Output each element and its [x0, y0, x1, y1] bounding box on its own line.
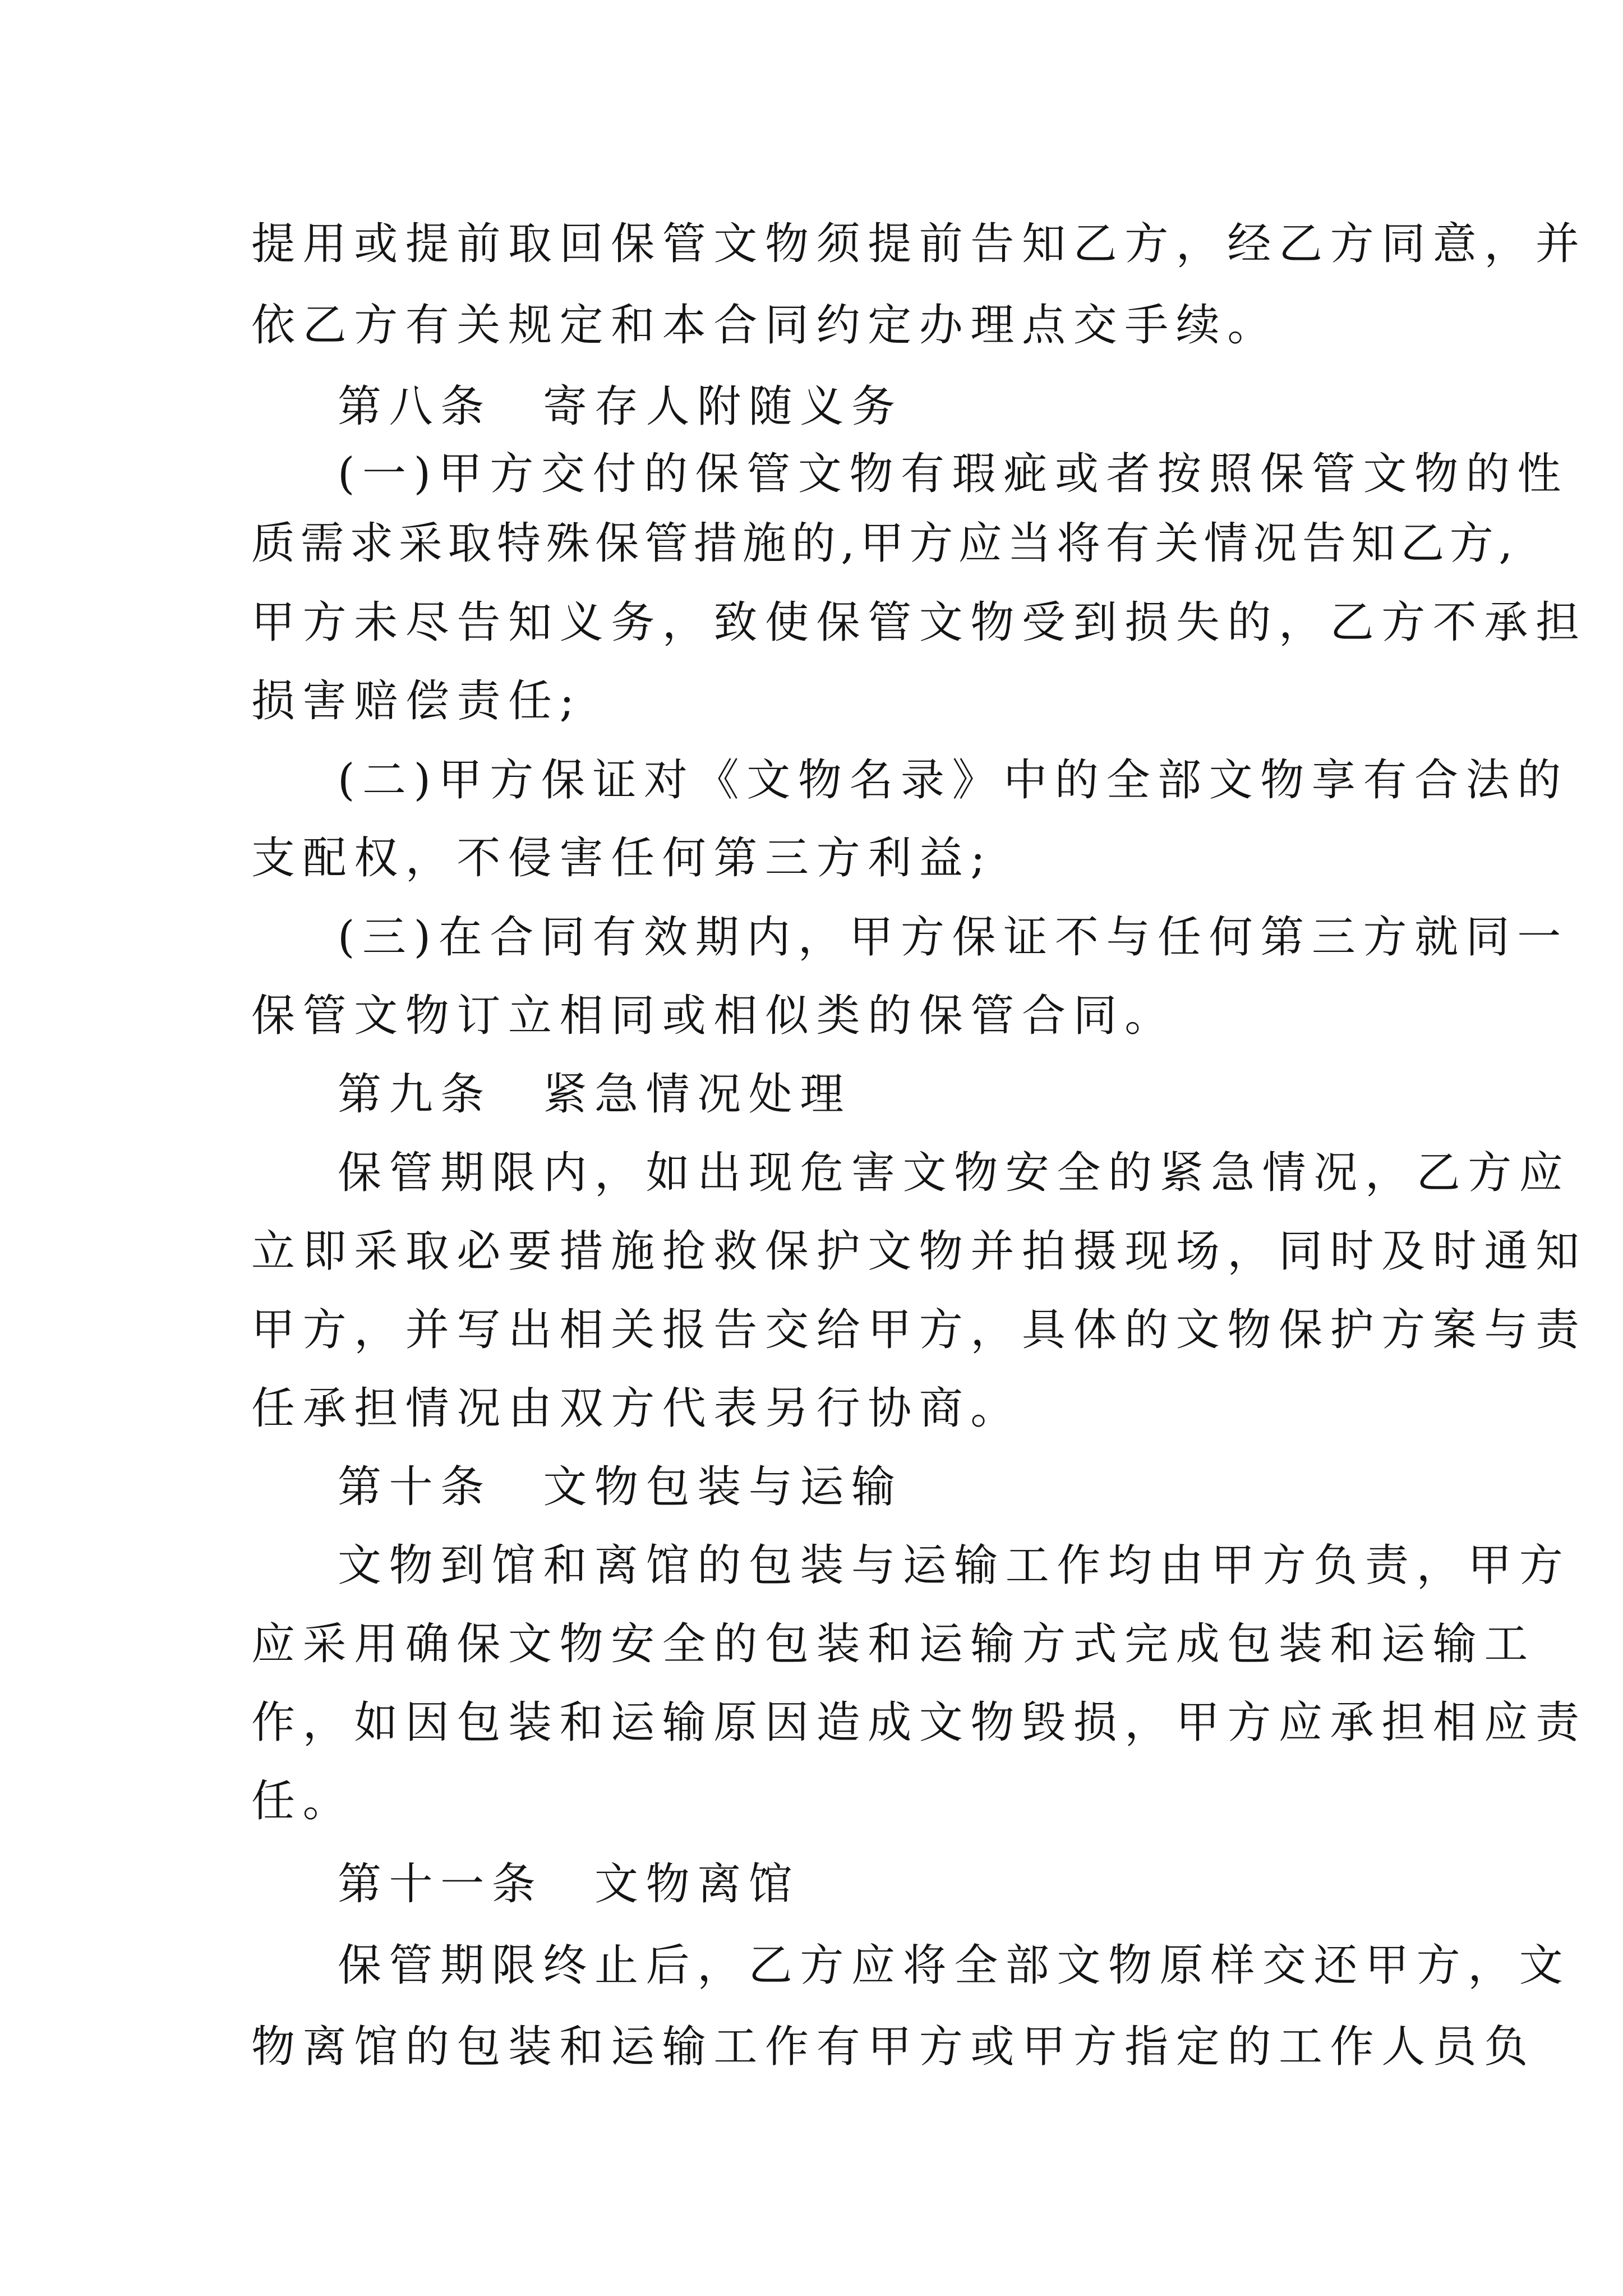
paragraph-line: 任承担情况由双方代表另行协商。	[251, 1383, 1022, 1434]
article-heading: 第十条 文物包装与运输	[338, 1462, 903, 1512]
paragraph-line: (一)甲方交付的保管文物有瑕疵或者按照保管文物的性	[338, 449, 1569, 499]
paragraph-line: 依乙方有关规定和本合同约定办理点交手续。	[251, 300, 1279, 351]
paragraph-line: (三)在合同有效期内，甲方保证不与任何第三方就同一	[338, 912, 1569, 963]
paragraph-line: 支配权，不侵害任何第三方利益;	[251, 833, 993, 884]
paragraph-line: 甲方未尽告知义务，致使保管文物受到损失的，乙方不承担	[251, 597, 1587, 648]
paragraph-line: 应采用确保文物安全的包装和运输方式完成包装和运输工	[251, 1619, 1536, 1669]
article-heading: 第八条 寄存人附随义务	[338, 381, 903, 432]
paragraph-line: (二)甲方保证对《文物名录》中的全部文物享有合法的	[338, 755, 1569, 806]
paragraph-line: 文物到馆和离馆的包装与运输工作均由甲方负责，甲方	[338, 1540, 1571, 1591]
paragraph-line: 保管期限内，如出现危害文物安全的紧急情况，乙方应	[338, 1148, 1571, 1198]
paragraph-line: 物离馆的包装和运输工作有甲方或甲方指定的工作人员负	[251, 2022, 1536, 2072]
article-heading: 第十一条 文物离馆	[338, 1859, 800, 1910]
paragraph-line: 任。	[251, 1776, 354, 1826]
paragraph-line: 保管期限终止后，乙方应将全部文物原样交还甲方，文	[338, 1940, 1571, 1991]
paragraph-line: 保管文物订立相同或相似类的保管合同。	[251, 991, 1176, 1041]
paragraph-line: 损害赔偿责任;	[251, 676, 582, 726]
paragraph-line: 提用或提前取回保管文物须提前告知乙方，经乙方同意，并	[251, 219, 1587, 269]
paragraph-line: 甲方，并写出相关报告交给甲方，具体的文物保护方案与责	[251, 1305, 1587, 1355]
paragraph-line: 作，如因包装和运输原因造成文物毁损，甲方应承担相应责	[251, 1697, 1587, 1748]
paragraph-line: 立即采取必要措施抢救保护文物并拍摄现场，同时及时通知	[251, 1226, 1587, 1277]
article-heading: 第九条 紧急情况处理	[338, 1069, 852, 1120]
paragraph-line: 质需求采取特殊保管措施的,甲方应当将有关情况告知乙方,	[251, 518, 1518, 569]
